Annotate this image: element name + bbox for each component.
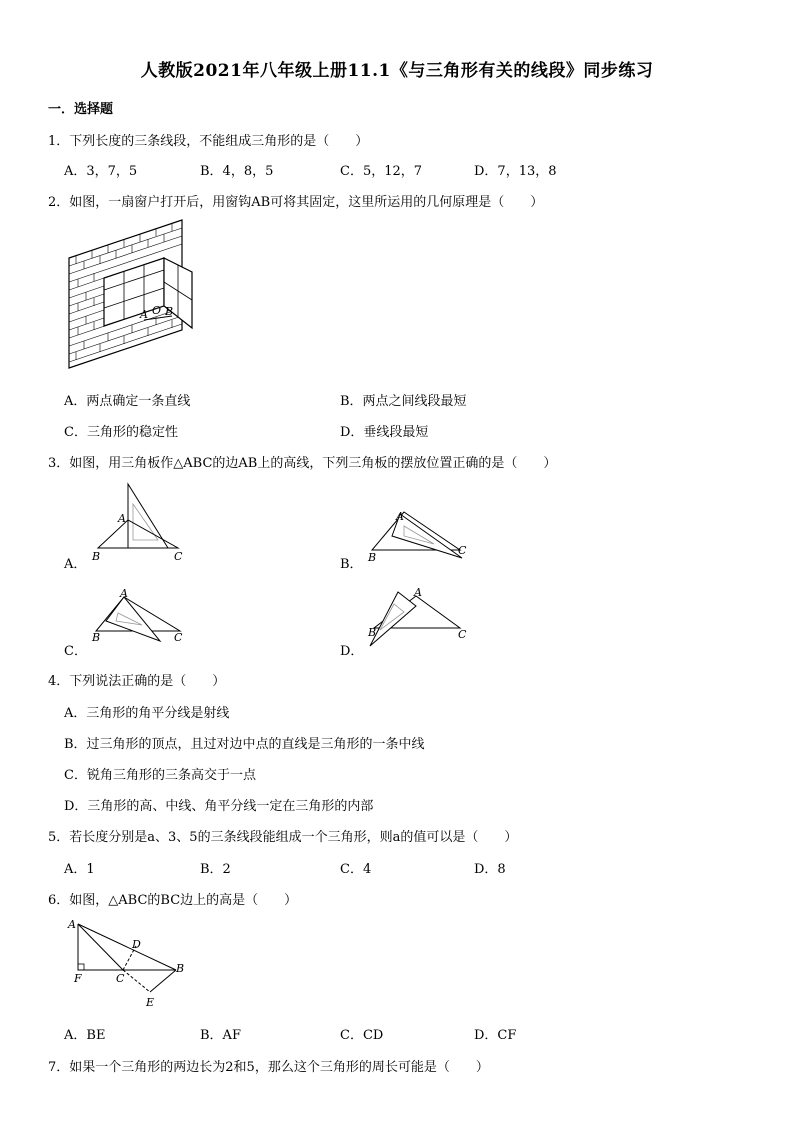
q2-option-c: C．三角形的稳定性 (64, 425, 178, 440)
q6-label-C: C (116, 972, 125, 985)
q6-label-B: B (176, 962, 185, 975)
q6-option-c: C．CD (340, 1028, 384, 1043)
q1-option-a: A．3，7，5 (64, 164, 138, 179)
q6-label-D: D (132, 938, 141, 951)
label-O: O (152, 304, 162, 317)
q3a-label-C: C (174, 550, 183, 563)
q3-option-a-letter: A． (64, 557, 87, 572)
question-7-stem: 7．如果一个三角形的两边长为2和5，那么这个三角形的周长可能是（ ） (48, 1060, 489, 1075)
q5-option-a: A．1 (64, 862, 95, 877)
q3c-label-C: C (174, 631, 183, 644)
q3-figure-d (364, 584, 474, 654)
q3-option-d-letter: D． (340, 644, 364, 659)
q4-option-a: A．三角形的角平分线是射线 (64, 706, 230, 721)
question-6-stem: 6．如图，△ABC的BC边上的高是（ ） (48, 893, 298, 908)
q5-option-d: D．8 (474, 862, 506, 877)
q1-option-b: B．4，8，5 (200, 164, 274, 179)
q4-option-d: D．三角形的高、中线、角平分线一定在三角形的内部 (64, 799, 374, 814)
q3-figure-c (88, 587, 188, 651)
question-2-stem: 2．如图，一扇窗户打开后，用窗钩AB可将其固定，这里所运用的几何原理是（ ） (48, 195, 544, 210)
q1-option-c: C．5，12，7 (340, 164, 423, 179)
question-1-stem: 1．下列长度的三条线段，不能组成三角形的是（ ） (48, 134, 369, 149)
q3b-label-C: C (458, 544, 467, 557)
q6-option-a: A．BE (64, 1028, 106, 1043)
q3-figure-a (88, 482, 188, 564)
q6-label-E: E (146, 996, 155, 1009)
q5-option-b: B．2 (200, 862, 231, 877)
q3d-label-B: B (368, 626, 377, 639)
q3-option-c-letter: C． (64, 644, 87, 659)
q6-option-b: B．AF (200, 1028, 241, 1043)
label-A: A (140, 308, 148, 321)
label-B: B (165, 305, 174, 318)
page-title: 人教版2021年八年级上册11.1《与三角形有关的线段》同步练习 (140, 61, 654, 81)
question-3-stem: 3．如图，用三角板作△ABC的边AB上的高线，下列三角板的摆放位置正确的是（ ） (48, 456, 557, 471)
q3b-label-B: B (368, 551, 377, 564)
q3b-label-A: A (396, 510, 404, 523)
window-figure (64, 220, 199, 370)
q5-option-c: C．4 (340, 862, 372, 877)
q3-option-b-letter: B． (340, 557, 363, 572)
q4-option-c: C．锐角三角形的三条高交于一点 (64, 768, 256, 783)
q3d-label-C: C (458, 628, 467, 641)
q3d-label-A: A (414, 586, 422, 599)
q4-option-b: B．过三角形的顶点，且过对边中点的直线是三角形的一条中线 (64, 737, 425, 752)
q6-option-d: D．CF (474, 1028, 517, 1043)
q6-label-A: A (68, 918, 76, 931)
q3c-label-A: A (120, 587, 128, 600)
q2-option-a: A．两点确定一条直线 (64, 394, 191, 409)
q3c-label-B: B (92, 631, 101, 644)
q6-figure (66, 918, 196, 1010)
q2-option-d: D．垂线段最短 (340, 425, 429, 440)
q6-label-F: F (74, 972, 82, 985)
q2-option-b: B．两点之间线段最短 (340, 394, 467, 409)
section-heading: 一．选择题 (48, 102, 114, 117)
question-5-stem: 5．若长度分别是a、3、5的三条线段能组成一个三角形，则a的值可以是（ ） (48, 830, 518, 845)
q3a-label-A: A (118, 512, 126, 525)
q3a-label-B: B (92, 550, 101, 563)
q1-option-d: D．7，13，8 (474, 164, 557, 179)
question-4-stem: 4．下列说法正确的是（ ） (48, 674, 226, 689)
q3-figure-b (364, 506, 474, 564)
